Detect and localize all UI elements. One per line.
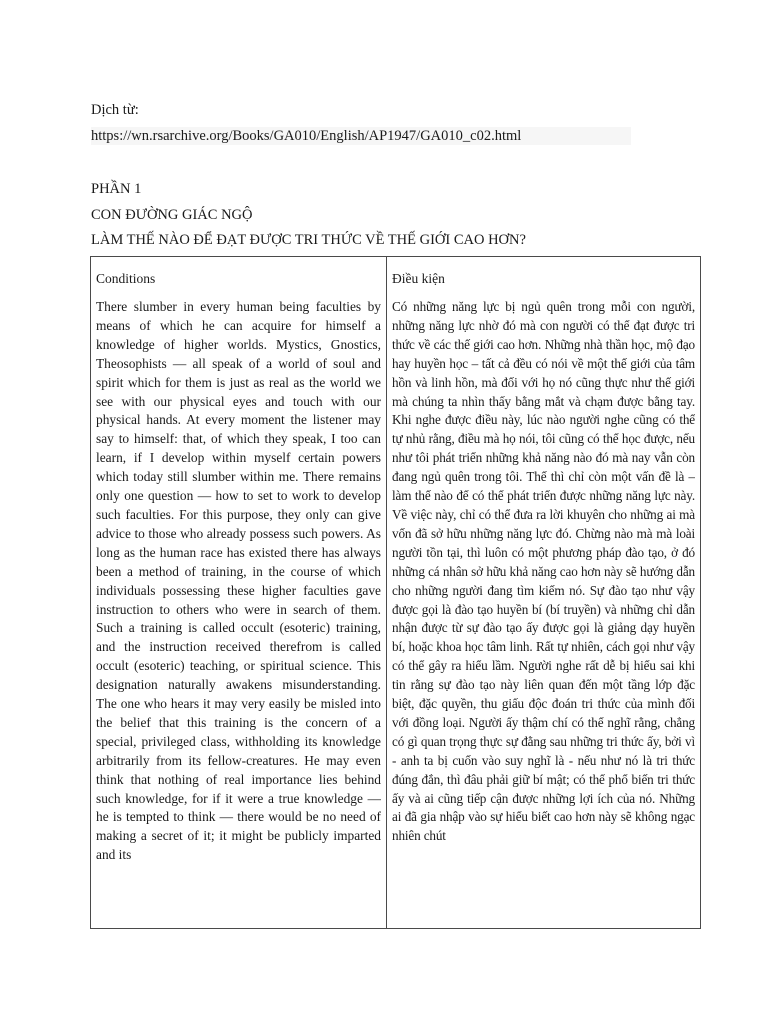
table-row	[91, 257, 701, 929]
vietnamese-text: Có những năng lực bị ngủ quên trong mỗi con người, những năng lực nhờ đó mà con người có thể đạt được tri thức về các thế giới cao hơn. Những nhà thần học, mộ đạo hay huyền học – tất cả đều có nói về một thế giới của tâm hồn và linh hồn, mà đối với họ nó cũng thực như thế giới mà chúng ta nhìn thấy bằng mắt và chạm được bằng tay. Khi nghe được điều này, lúc nào người nghe cũng có thể tự nhủ rằng, điều mà họ nói, tôi cũng có thể học được, nếu như tôi phát triển những khả năng nào đó mà nay vẫn còn đang ngủ quên trong tôi. Thế thì chỉ còn một vấn đề là – làm thế nào để có thể phát triển được những năng lực này. Về việc này, chỉ có thể đưa ra lời khuyên cho những ai mà vốn đã sở hữu những năng lực đó. Chừng nào mà mà loài người tồn tại, thì luôn có một phương pháp đào tạo, ở đó những cá nhân sở hữu khả năng cao hơn này sẽ hướng dẫn cho những người đang tìm kiếm nó. Sự đào tạo như vậy được gọi là đào tạo huyền bí (bí truyền) và những chỉ dẫn nhận được từ sự đào tạo ấy được gọi là giảng dạy huyền bí, hoặc khoa học tâm linh. Rất tự nhiên, cách gọi như vậy có thể gây ra hiểu lầm. Người nghe rất dễ bị hiểu sai khi tin rằng sự đào tạo này liên quan đến một tầng lớp đặc biệt, đặc quyền, thu giấu độc đoán tri thức của mình đối với đồng loại. Người ấy thậm chí có thể nghĩ rằng, chẳng có gì quan trọng thực sự đằng sau những tri thức ấy, bởi vì - anh ta bị cuốn vào suy nghĩ là - nếu như nó là tri thức đúng đắn, thì đâu phải giữ bí mật; có thể phổ biến tri thức ấy và ai cũng tiếp cận được những lợi ích của nó. Những ai đã gia nhập vào sự hiểu biết cao hơn này sẽ không ngạc nhiên chút	[392, 299, 695, 844]
part-heading: PHẦN 1	[91, 181, 142, 197]
source-url[interactable]: https://wn.rsarchive.org/Books/GA010/English/AP1947/GA010_c02.html	[91, 127, 631, 145]
translation-table	[90, 256, 701, 929]
english-heading: Conditions	[96, 271, 156, 286]
source-label: Dịch từ:	[91, 102, 139, 118]
english-column	[91, 257, 387, 929]
chapter-question: LÀM THẾ NÀO ĐỂ ĐẠT ĐƯỢC TRI THỨC VỀ THẾ GIỚI CAO HƠN?	[91, 232, 526, 248]
chapter-subtitle: CON ĐƯỜNG GIÁC NGỘ	[91, 207, 253, 223]
english-text: There slumber in every human being faculties by means of which he can acquire for himself a knowledge of higher worlds. Mystics, Gnostics, Theosophists — all speak of a world of soul and spirit which for them is just as real as the world we see with our physical eyes and touch with our physical hands. At every moment the listener may say to himself: that, of which they speak, I too can learn, if I develop within myself certain powers which today still slumber within me. There remains only one question — how to set to work to develop such faculties. For this purpose, they only can give advice to those who already possess such powers. As long as the human race has existed there has always been a method of training, in the course of which individuals possessing these higher faculties gave instruction to others who were in search of them. Such a training is called occult (esoteric) training, and the instruction received therefrom is called occult (esoteric) teaching, or spiritual science. This designation naturally awakens misunderstanding. The one who hears it may very easily be misled into the belief that this training is the concern of a special, privileged class, withholding its knowledge arbitrarily from its fellow-creatures. He may even think that nothing of real importance lies behind such knowledge, for if it were a true knowledge — he is tempted to think — there would be no need of making a secret of it; it might be publicly imparted and its	[96, 299, 381, 863]
vietnamese-column	[387, 257, 701, 929]
vietnamese-heading: Điều kiện	[392, 271, 445, 286]
